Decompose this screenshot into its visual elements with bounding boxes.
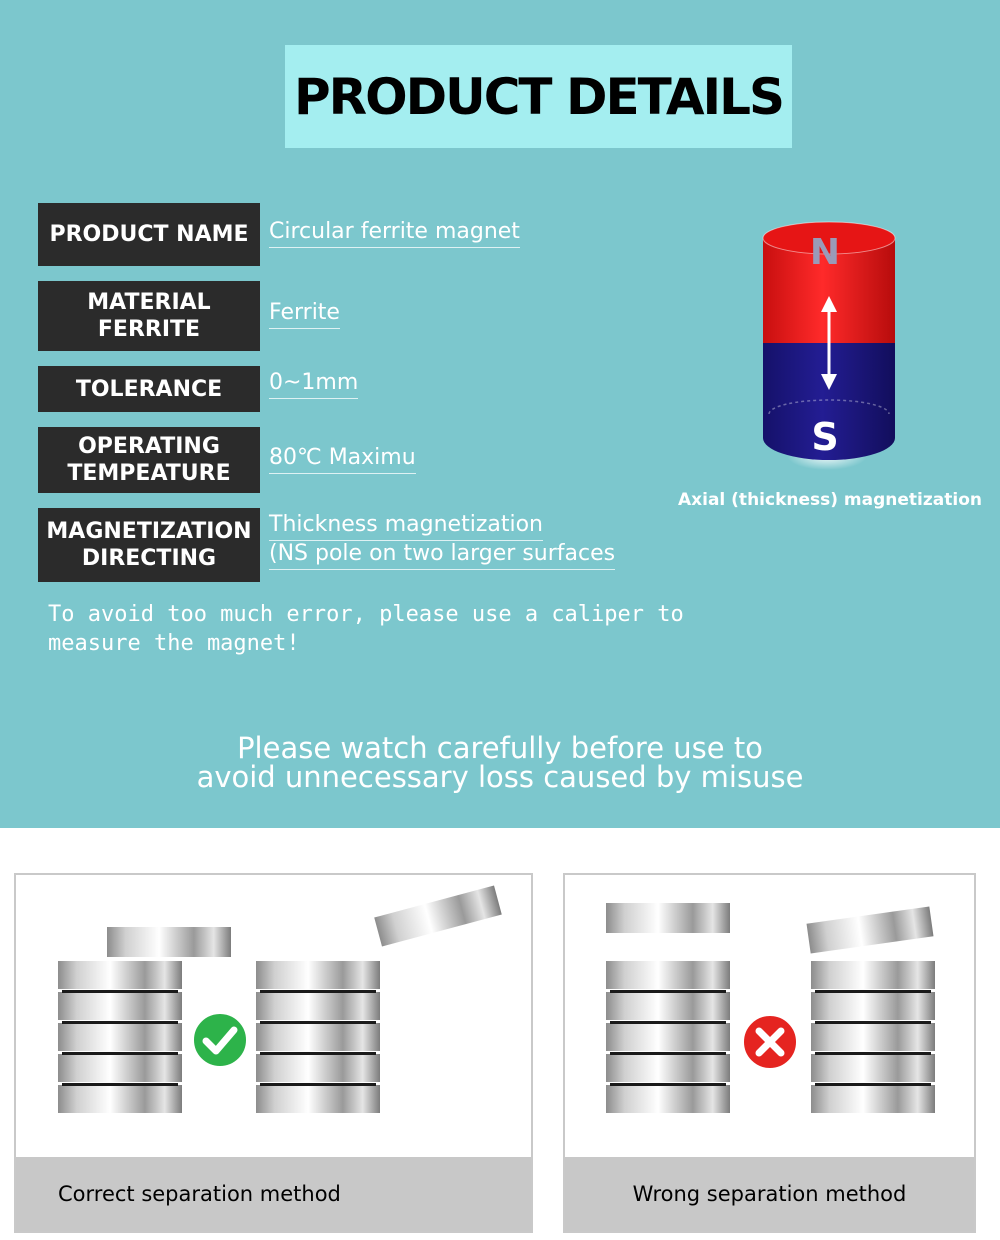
- lifted-magnet-disc: [807, 907, 934, 954]
- disc-separator: [815, 1021, 931, 1024]
- magnet-diagram: [755, 218, 905, 473]
- magnet-north-label: N: [809, 232, 841, 273]
- page-title: PRODUCT DETAILS: [293, 67, 784, 126]
- stacked-magnet-disc: [256, 992, 380, 1020]
- stacked-magnet-disc: [811, 961, 935, 989]
- spec-value-tolerance: 0~1mm: [269, 369, 358, 399]
- correct-method-footer: [16, 1157, 531, 1231]
- stacked-magnet-disc: [58, 1023, 182, 1051]
- spec-label-material: MATERIAL FERRITE: [38, 281, 260, 351]
- spec-label-tolerance: TOLERANCE: [38, 366, 260, 412]
- usage-warning-line-2: avoid unnecessary loss caused by misuse: [196, 760, 804, 794]
- stacked-magnet-disc: [606, 1085, 730, 1113]
- stacked-magnet-disc: [606, 961, 730, 989]
- stacked-magnet-disc: [811, 1023, 935, 1051]
- spec-value-material: Ferrite: [269, 299, 340, 329]
- stacked-magnet-disc: [58, 961, 182, 989]
- caliper-note: To avoid too much error, please use a caliper to measure the magnet!: [48, 602, 684, 656]
- usage-warning: [0, 731, 1000, 794]
- disc-separator: [260, 1052, 376, 1055]
- wrong-method-label: Wrong separation method: [632, 1182, 907, 1206]
- stacked-magnet-disc: [811, 1085, 935, 1113]
- usage-warning-line-1: Please watch carefully before use to: [237, 731, 763, 765]
- x-icon: [741, 1013, 799, 1071]
- disc-separator: [610, 1021, 726, 1024]
- magnet-caption: Axial (thickness) magnetization: [678, 490, 982, 510]
- stacked-magnet-disc: [811, 992, 935, 1020]
- lifted-magnet-disc: [374, 885, 502, 946]
- disc-separator: [610, 990, 726, 993]
- stacked-magnet-disc: [256, 961, 380, 989]
- spec-value-product-name: Circular ferrite magnet: [269, 218, 520, 248]
- disc-separator: [260, 990, 376, 993]
- stacked-magnet-disc: [58, 992, 182, 1020]
- disc-separator: [815, 1083, 931, 1086]
- check-icon: [191, 1011, 249, 1069]
- correct-method-panel: [14, 873, 533, 1233]
- disc-separator: [815, 990, 931, 993]
- disc-separator: [62, 1083, 178, 1086]
- disc-separator: [260, 1021, 376, 1024]
- wrong-method-panel: [563, 873, 976, 1233]
- spec-label-product-name: PRODUCT NAME: [38, 203, 260, 266]
- stacked-magnet-disc: [256, 1085, 380, 1113]
- disc-separator: [815, 1052, 931, 1055]
- disc-separator: [610, 1083, 726, 1086]
- separated-magnet-disc: [606, 903, 730, 933]
- spec-value-operating-temperature: 80℃ Maximu: [269, 444, 416, 474]
- spec-value-magnetization: Thickness magnetization: [269, 511, 543, 541]
- wrong-method-footer: [565, 1157, 974, 1231]
- wrong-method-illustration: [565, 875, 976, 1155]
- stacked-magnet-disc: [58, 1085, 182, 1113]
- stacked-magnet-disc: [811, 1054, 935, 1082]
- title-banner: [285, 45, 792, 148]
- correct-method-label: Correct separation method: [58, 1182, 341, 1206]
- disc-separator: [260, 1083, 376, 1086]
- stacked-magnet-disc: [606, 992, 730, 1020]
- disc-separator: [62, 1052, 178, 1055]
- stacked-magnet-disc: [58, 1054, 182, 1082]
- spec-label-operating-temperature: OPERATING TEMPEATURE: [38, 427, 260, 493]
- stacked-magnet-disc: [256, 1054, 380, 1082]
- disc-separator: [62, 1021, 178, 1024]
- correct-method-illustration: [16, 875, 533, 1155]
- spec-label-magnetization: MAGNETIZATION DIRECTING: [38, 508, 260, 582]
- disc-separator: [610, 1052, 726, 1055]
- stacked-magnet-disc: [256, 1023, 380, 1051]
- magnet-south-label: S: [811, 415, 839, 459]
- spec-value-magnetization-note: (NS pole on two larger surfaces: [269, 540, 615, 570]
- separated-magnet-disc: [107, 927, 231, 957]
- stacked-magnet-disc: [606, 1054, 730, 1082]
- stacked-magnet-disc: [606, 1023, 730, 1051]
- disc-separator: [62, 990, 178, 993]
